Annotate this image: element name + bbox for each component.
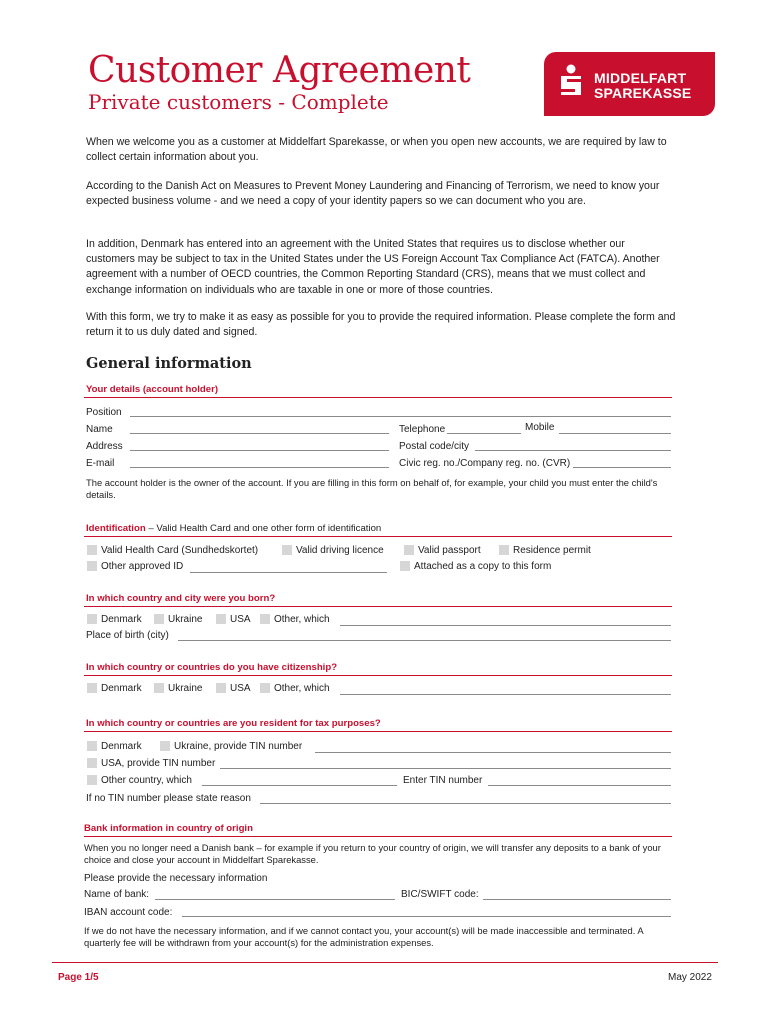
enter-tin-label: Enter TIN number — [403, 775, 483, 786]
health-card-label: Valid Health Card (Sundhedskortet) — [101, 545, 259, 556]
residence-permit-label: Residence permit — [513, 545, 591, 556]
passport-checkbox[interactable] — [404, 545, 414, 555]
intro-paragraph-1: When we welcome you as a customer at Middelfart Sparekasse, or when you open new accounts, we are required by law to collect certain information about you. — [86, 136, 667, 164]
birth-usa-checkbox[interactable] — [216, 614, 226, 624]
birth-ukraine-checkbox[interactable] — [154, 614, 164, 624]
citizenship-usa-checkbox[interactable] — [216, 683, 226, 693]
postal-code-label: Postal code/city — [399, 441, 470, 452]
intro-paragraph-3: In addition, Denmark has entered into an agreement with the United States that requires us to disclose whether our customers may be subject to tax in the United States under the US Foreign Account Tax Compliance Act (FATCA). Another agreement with a number of OECD countries, the Common Reporting Standard (CRS), means that we must collect and exchange information on individuals who are taxable in one or more of those countries. — [86, 238, 660, 296]
sparekasse-logo-icon — [558, 64, 584, 104]
tax-residence-heading: In which country or countries are you resident for tax purposes? — [86, 718, 381, 729]
logo-text-line2: SPAREKASSE — [594, 85, 692, 101]
attached-copy-label: Attached as a copy to this form — [414, 561, 552, 572]
health-card-checkbox[interactable] — [87, 545, 97, 555]
enter-tin-field[interactable] — [488, 785, 671, 786]
civic-reg-label: Civic reg. no./Company reg. no. (CVR) — [399, 458, 571, 469]
bank-logo — [544, 52, 715, 116]
driving-licence-checkbox[interactable] — [282, 545, 292, 555]
logo-text-line1: MIDDELFART — [594, 70, 687, 86]
tax-other-label: Other country, which — [101, 775, 192, 786]
tax-other-country-field[interactable] — [202, 785, 397, 786]
tax-other-checkbox[interactable] — [87, 775, 97, 785]
telephone-label: Telephone — [399, 424, 446, 435]
footer-divider — [52, 962, 718, 963]
tax-denmark-label: Denmark — [101, 741, 142, 752]
birth-denmark-checkbox[interactable] — [87, 614, 97, 624]
bank-info-text: When you no longer need a Danish bank – for example if you return to your country of origin, we will transfer any deposits to a bank of your choice and close your account in Middelfart Sparekasse. — [84, 842, 661, 866]
your-details-heading: Your details (account holder) — [86, 384, 219, 395]
section-divider — [84, 606, 672, 607]
bank-info-heading: Bank information in country of origin — [84, 823, 253, 834]
citizenship-ukraine-label: Ukraine — [168, 683, 203, 694]
citizenship-other-checkbox[interactable] — [260, 683, 270, 693]
citizenship-other-field[interactable] — [340, 694, 671, 695]
postal-code-field[interactable] — [475, 450, 671, 451]
name-label: Name — [86, 424, 113, 435]
passport-label: Valid passport — [418, 545, 481, 556]
birth-other-label: Other, which — [274, 614, 330, 625]
iban-label: IBAN account code: — [84, 907, 173, 918]
address-label: Address — [86, 441, 123, 452]
civic-reg-field[interactable] — [573, 467, 671, 468]
identification-note: – Valid Health Card and one other form of identification — [148, 523, 382, 534]
tax-usa-tin-field[interactable] — [220, 768, 671, 769]
other-id-field[interactable] — [190, 572, 387, 573]
tax-usa-label: USA, provide TIN number — [101, 758, 216, 769]
section-divider — [84, 397, 672, 398]
driving-licence-label: Valid driving licence — [296, 545, 384, 556]
bic-swift-field[interactable] — [483, 899, 671, 900]
no-tin-reason-field[interactable] — [260, 803, 671, 804]
identification-title: Identification — [86, 523, 146, 534]
bank-name-field[interactable] — [155, 899, 395, 900]
attached-copy-checkbox[interactable] — [400, 561, 410, 571]
telephone-field[interactable] — [447, 433, 521, 434]
citizenship-usa-label: USA — [230, 683, 251, 694]
name-field[interactable] — [130, 433, 389, 434]
intro-paragraph-4: With this form, we try to make it as easy as possible for you to provide the required information. Please complete the form and return it to us duly dated and signed. — [86, 311, 676, 339]
birth-other-checkbox[interactable] — [260, 614, 270, 624]
citizenship-ukraine-checkbox[interactable] — [154, 683, 164, 693]
page-subtitle: Private customers - Complete — [88, 90, 389, 114]
general-information-heading: General information — [86, 355, 252, 372]
position-label: Position — [86, 407, 122, 418]
tax-ukraine-tin-field[interactable] — [315, 752, 671, 753]
provide-info-label: Please provide the necessary information — [84, 873, 268, 884]
account-holder-note: The account holder is the owner of the account. If you are filling in this form on behalf of, for example, your child you must enter the child's details. — [86, 477, 658, 501]
no-tin-reason-label: If no TIN number please state reason — [86, 793, 251, 804]
address-field[interactable] — [130, 450, 389, 451]
birth-other-field[interactable] — [340, 625, 671, 626]
citizenship-other-label: Other, which — [274, 683, 330, 694]
bank-warning-text: If we do not have the necessary information, and if we cannot contact you, your account(s) will be made inaccessible and terminated. A quarterly fee will be withdrawn from your account(s) for the administration expenses. — [84, 925, 644, 949]
section-divider — [84, 675, 672, 676]
other-id-checkbox[interactable] — [87, 561, 97, 571]
place-of-birth-field[interactable] — [178, 640, 671, 641]
page-title: Customer Agreement — [88, 50, 471, 91]
tax-usa-checkbox[interactable] — [87, 758, 97, 768]
birth-heading: In which country and city were you born? — [86, 593, 276, 604]
identification-heading — [86, 523, 381, 534]
tax-denmark-checkbox[interactable] — [87, 741, 97, 751]
place-of-birth-label: Place of birth (city) — [86, 630, 169, 641]
iban-field[interactable] — [182, 916, 671, 917]
intro-paragraph-2: According to the Danish Act on Measures to Prevent Money Laundering and Financing of Terrorism, we need to know your expected business volume - and we need a copy of your identity papers so we can document who you are. — [86, 180, 660, 208]
other-id-label: Other approved ID — [101, 561, 184, 572]
section-divider — [84, 536, 672, 537]
section-divider — [84, 836, 672, 837]
position-field[interactable] — [130, 416, 671, 417]
page-number: Page 1/5 — [58, 972, 99, 983]
mobile-label: Mobile — [525, 422, 555, 433]
citizenship-denmark-label: Denmark — [101, 683, 142, 694]
citizenship-heading: In which country or countries do you have citizenship? — [86, 662, 338, 673]
email-field[interactable] — [130, 467, 389, 468]
citizenship-denmark-checkbox[interactable] — [87, 683, 97, 693]
birth-usa-label: USA — [230, 614, 251, 625]
mobile-field[interactable] — [559, 433, 671, 434]
birth-denmark-label: Denmark — [101, 614, 142, 625]
email-label: E-mail — [86, 458, 115, 469]
section-divider — [84, 731, 672, 732]
birth-ukraine-label: Ukraine — [168, 614, 203, 625]
bank-name-label: Name of bank: — [84, 889, 150, 900]
residence-permit-checkbox[interactable] — [499, 545, 509, 555]
tax-ukraine-checkbox[interactable] — [160, 741, 170, 751]
bic-swift-label: BIC/SWIFT code: — [401, 889, 479, 900]
tax-ukraine-label: Ukraine, provide TIN number — [174, 741, 303, 752]
document-date: May 2022 — [668, 972, 712, 983]
